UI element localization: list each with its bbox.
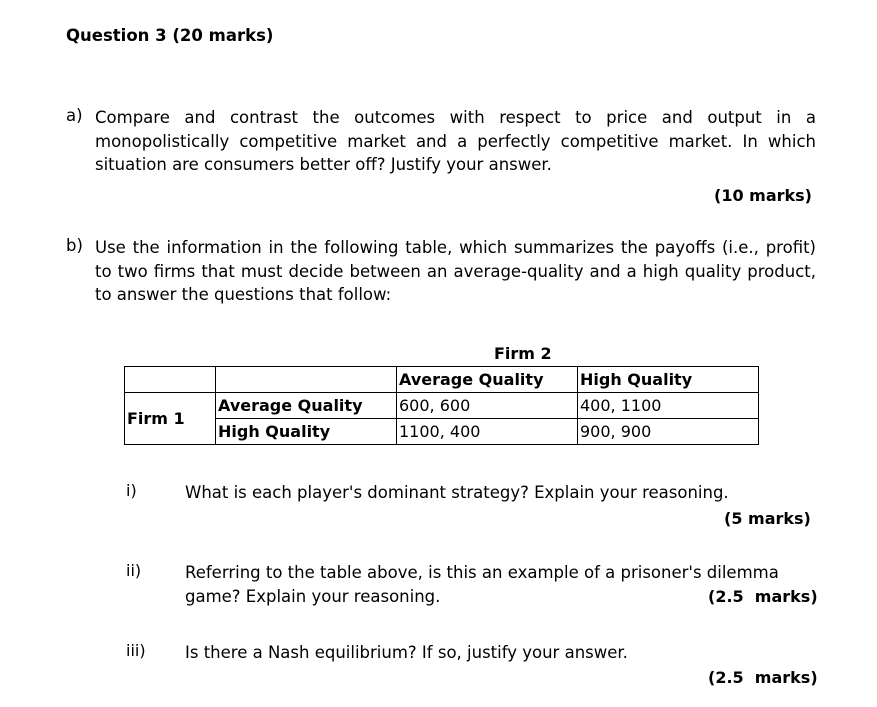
table-header-row (125, 367, 759, 393)
subquestion-ii-number: ii) (126, 561, 142, 580)
table-cell: 400, 1100 (578, 393, 759, 419)
row-header-high-quality: High Quality (216, 419, 397, 445)
subquestion-i-text: What is each player's dominant strategy? Explain your reasoning. (185, 483, 729, 502)
table-row (125, 419, 759, 445)
part-b-text: Use the information in the following table, which summarizes the payoffs (i.e., profit) to two firms that must decide between an average-quality and a high quality product, to answer the questions that follow: (95, 238, 816, 304)
payoff-table (124, 366, 759, 445)
subquestion-iii-text: Is there a Nash equilibrium? If so, justify your answer. (185, 643, 628, 662)
col-header-average-quality: Average Quality (397, 367, 578, 393)
subquestion-iii-marks: (2.5 marks) (708, 668, 818, 687)
empty-cell (125, 367, 216, 393)
table-cell: 600, 600 (397, 393, 578, 419)
firm1-label: Firm 1 (125, 393, 216, 445)
table-cell: 1100, 400 (397, 419, 578, 445)
subquestion-ii-text-line1: Referring to the table above, is this an example of a prisoner's dilemma (185, 563, 779, 582)
empty-cell (216, 367, 397, 393)
table-row (125, 393, 759, 419)
part-a-label: a) (66, 106, 83, 125)
col-header-high-quality: High Quality (578, 367, 759, 393)
question-heading: Question 3 (20 marks) (66, 26, 274, 45)
subquestion-i-number: i) (126, 481, 137, 500)
subquestion-iii-number: iii) (126, 641, 146, 660)
firm2-label: Firm 2 (494, 344, 552, 363)
table-cell: 900, 900 (578, 419, 759, 445)
subquestion-i-marks: (5 marks) (724, 509, 811, 528)
subquestion-ii-marks: (2.5 marks) (708, 587, 818, 606)
part-a-marks: (10 marks) (714, 186, 812, 205)
part-a-text: Compare and contrast the outcomes with respect to price and output in a monopolistically competitive market and a perfectly competitive market. In which situation are consumers better off? Justify your answer. (95, 108, 816, 174)
subquestion-ii-text-line2: game? Explain your reasoning. (185, 587, 441, 606)
row-header-average-quality: Average Quality (216, 393, 397, 419)
part-b-label: b) (66, 236, 83, 255)
